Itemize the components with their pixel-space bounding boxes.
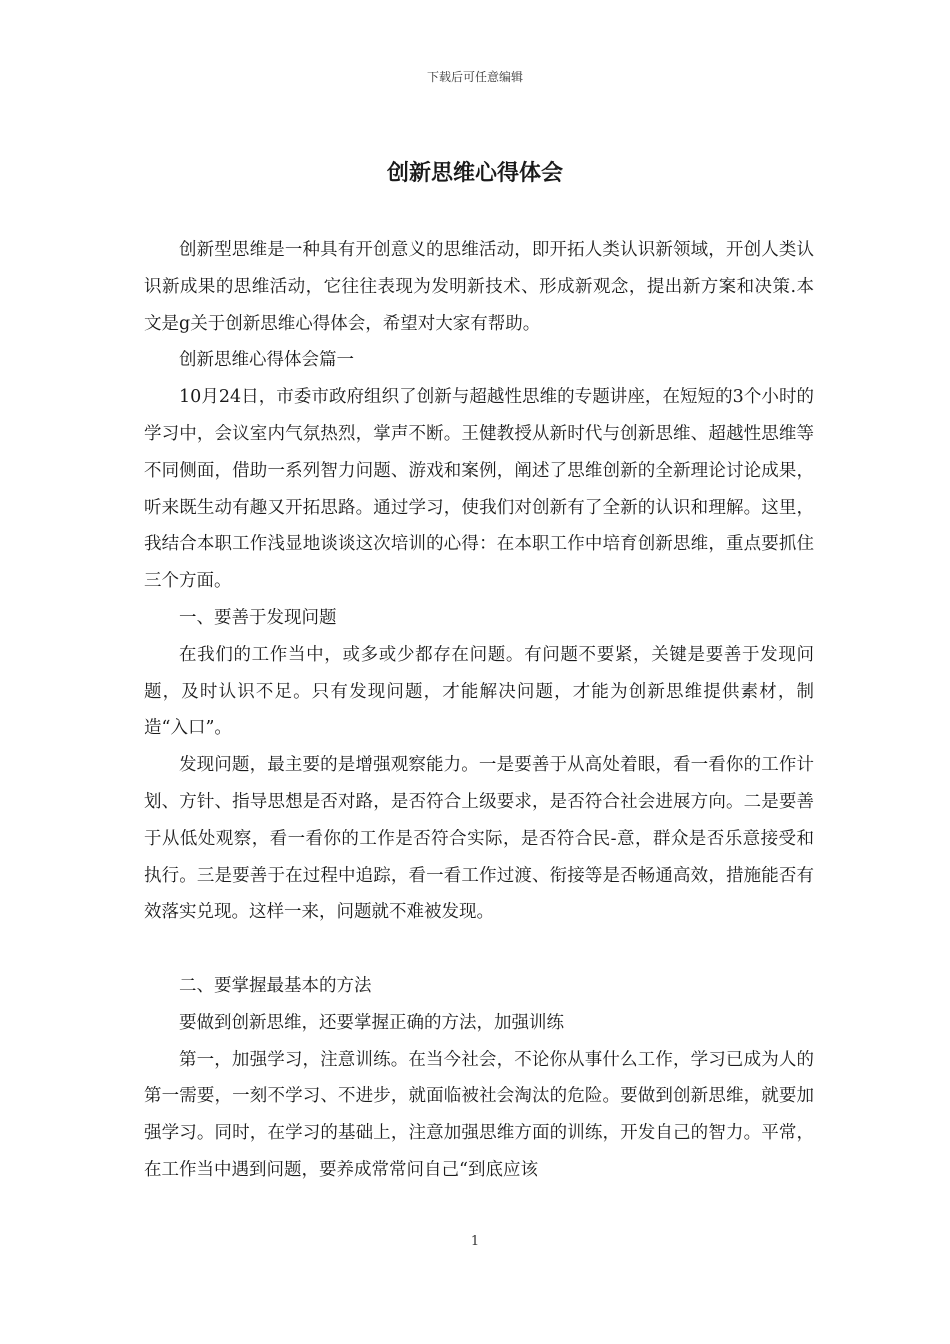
page-header-note: 下载后可任意编辑	[426, 70, 523, 84]
page-number: 1	[470, 1234, 480, 1249]
body-paragraph: 发现问题，最主要的是增强观察能力。一是要善于从高处着眼，看一看你的工作计划、方针、指导思想是否对路，是否符合上级要求，是否符合社会进展方向。二是要善于从低处观察，看一看你的工作是否符合实际，是否符合民-意，群众是否乐意接受和执行。三是要善于在过程中追踪，看一看工作过渡、衔接等是否畅通高效，措施能否有效落实兑现。这样一来，问题就不难被发现。	[144, 755, 814, 923]
intro-paragraph: 创新型思维是一种具有开创意义的思维活动，即开拓人类认识新领域，开创人类认识新成果的思维活动，它往往表现为发明新技术、形成新观念，提出新方案和决策.本文是g关于创新思维心得体会，希望对大家有帮助。	[144, 240, 814, 334]
section-heading-part-one: 创新思维心得体会篇一	[179, 350, 354, 371]
body-paragraph: 10月24日，市委市政府组织了创新与超越性思维的专题讲座，在短短的3个小时的学习中，会议室内气氛热烈，掌声不断。王健教授从新时代与创新思维、超越性思维等不同侧面，借助一系列智力问题、游戏和案例，阐述了思维创新的全新理论讨论成果，听来既生动有趣又开拓思路。通过学习，使我们对创新有了全新的认识和理解。这里，我结合本职工作浅显地谈谈这次培训的心得：在本职工作中培育创新思维，重点要抓住三个方面。	[144, 387, 814, 592]
body-paragraph: 在我们的工作当中，或多或少都存在问题。有问题不要紧，关键是要善于发现问题，及时认识不足。只有发现问题，才能解决问题，才能为创新思维提供素材，制造“入口”。	[144, 644, 814, 739]
section-heading-basic-methods: 二、要掌握最基本的方法	[179, 975, 372, 996]
body-paragraph: 第一，加强学习，注意训练。在当今社会，不论你从事什么工作，学习已成为人的第一需要，一刻不学习、不进步，就面临被社会淘汰的危险。要做到创新思维，就要加强学习。同时，在学习的基础上，注意加强思维方面的训练，开发自己的智力。平常，在工作当中遇到问题，要养成常常问自己“到底应该	[144, 1049, 814, 1180]
document-title: 创新思维心得体会	[386, 160, 563, 186]
document-body	[144, 232, 814, 1189]
body-paragraph: 要做到创新思维，还要掌握正确的方法，加强训练	[179, 1012, 564, 1033]
section-heading-find-problems: 一、要善于发现问题	[179, 607, 337, 628]
